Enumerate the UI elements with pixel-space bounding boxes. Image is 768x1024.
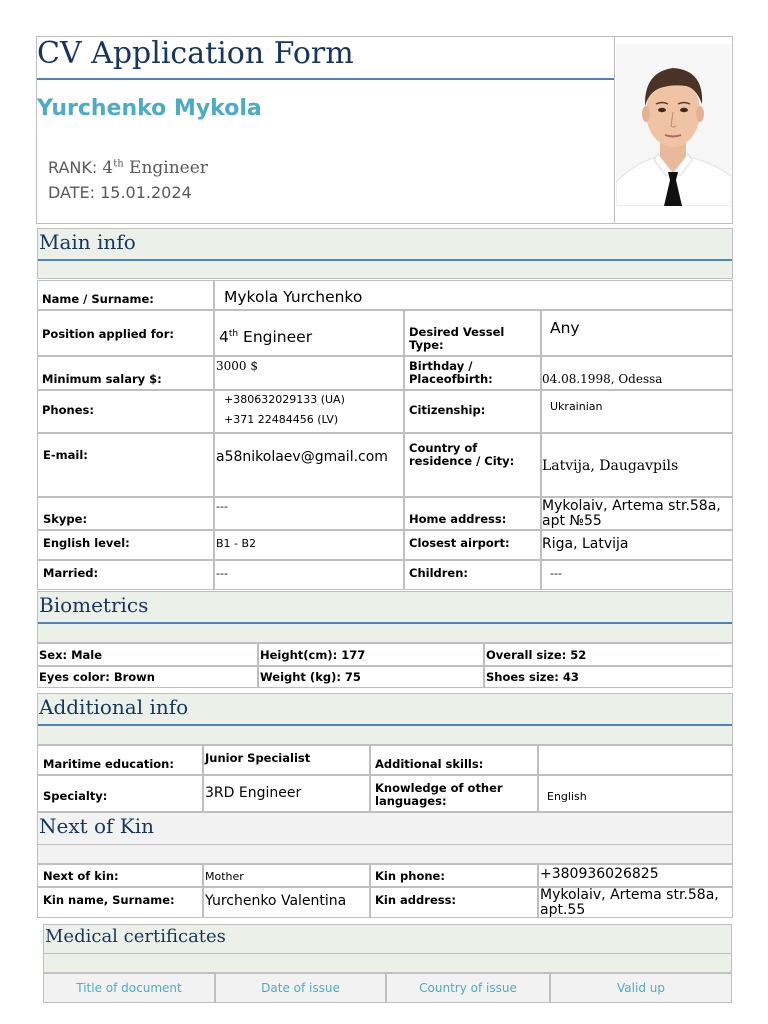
specialty-value: 3RD Engineer	[205, 785, 302, 801]
biometrics-title: Biometrics	[39, 593, 149, 617]
home-value: Mykolaiv, Artema str.58a, apt №55	[542, 498, 721, 529]
kin-address-value: Mykolaiv, Artema str.58a, apt.55	[540, 887, 719, 918]
name-value-cell	[214, 280, 733, 310]
education-label: Maritime education:	[43, 757, 174, 771]
kin-name-value: Yurchenko Valentina	[205, 893, 347, 909]
height-value: Height(cm): 177	[260, 648, 366, 662]
page-title: CV Application Form	[37, 36, 354, 71]
kin-address-value-cell	[538, 887, 733, 918]
airport-label: Closest airport:	[409, 536, 510, 550]
email-label: E-mail:	[43, 448, 88, 462]
height-cell	[258, 643, 484, 666]
birthday-label-cell	[404, 356, 541, 390]
medical-title: Medical certificates	[45, 926, 226, 947]
vessel-label-cell	[404, 310, 541, 356]
skills-label: Additional skills:	[375, 757, 484, 771]
email-value-cell	[214, 433, 404, 497]
married-label-cell	[37, 560, 214, 590]
date-label: DATE:	[48, 183, 96, 202]
languages-value: English	[547, 790, 587, 803]
salary-label-cell	[37, 356, 214, 390]
residence-label: Country of residence / City:	[409, 441, 515, 468]
weight-cell	[258, 666, 484, 688]
children-label-cell	[404, 560, 541, 590]
citizenship-value-cell	[541, 390, 733, 433]
main-info-title: Main info	[39, 230, 136, 254]
date-line	[48, 183, 192, 202]
portrait-image	[616, 44, 731, 206]
shoes-value: Shoes size: 43	[486, 670, 579, 684]
airport-label-cell	[404, 530, 541, 560]
vessel-label: Desired Vessel Type:	[409, 325, 505, 352]
kin-title: Next of Kin	[39, 814, 155, 838]
sex-value: Sex: Male	[39, 648, 103, 662]
english-value: B1 - B2	[216, 537, 257, 550]
kin-label: Next of kin:	[43, 869, 119, 883]
kin-phone-label-cell	[370, 864, 538, 887]
position-value-cell	[214, 310, 404, 356]
languages-label: Knowledge of other languages:	[375, 781, 503, 808]
home-value-cell	[541, 497, 733, 530]
additional-title: Additional info	[39, 695, 189, 719]
phones-value-cell	[214, 390, 404, 433]
children-value-cell	[541, 560, 733, 590]
languages-label-cell	[370, 775, 538, 812]
position-label-cell	[37, 310, 214, 356]
birthday-label: Birthday / Placeofbirth:	[409, 359, 493, 386]
kin-value: Mother	[205, 870, 244, 883]
eyes-cell	[37, 666, 258, 688]
phones-label-cell	[37, 390, 214, 433]
phone-1: +380632029133 (UA)	[224, 393, 345, 406]
home-label-cell	[404, 497, 541, 530]
residence-value-cell	[541, 433, 733, 497]
vessel-value-cell	[541, 310, 733, 356]
specialty-value-cell	[203, 775, 370, 812]
medical-col-country: Country of issue	[386, 973, 550, 1003]
skype-label-cell	[37, 497, 214, 530]
home-label: Home address:	[409, 512, 507, 526]
phone-2: +371 22484456 (LV)	[224, 413, 339, 426]
kin-name-label-cell	[37, 887, 203, 918]
kin-phone-label: Kin phone:	[375, 869, 445, 883]
married-value-cell	[214, 560, 404, 590]
english-label-cell	[37, 530, 214, 560]
name-label: Name / Surname:	[42, 292, 154, 306]
children-value: ---	[550, 567, 562, 580]
skype-value: ---	[216, 500, 228, 513]
applicant-name: Yurchenko Mykola	[37, 96, 262, 121]
education-value: Junior Specialist	[205, 751, 311, 765]
languages-value-cell	[538, 775, 733, 812]
residence-label-cell	[404, 433, 541, 497]
applicant-photo	[616, 44, 731, 206]
additional-rule	[38, 724, 732, 726]
birthday-value-cell	[541, 356, 733, 390]
overall-size-cell	[484, 643, 733, 666]
sex-cell	[37, 643, 258, 666]
kin-address-label-cell	[370, 887, 538, 918]
title-rule	[37, 78, 614, 80]
kin-value-cell	[203, 864, 370, 887]
english-label: English level:	[43, 536, 130, 550]
kin-name-label: Kin name, Surname:	[43, 893, 175, 907]
kin-name-value-cell	[203, 887, 370, 918]
position-label: Position applied for:	[42, 327, 174, 341]
children-label: Children:	[409, 566, 468, 580]
name-value: Mykola Yurchenko	[224, 288, 363, 306]
main-info-rule	[38, 259, 732, 261]
shoes-cell	[484, 666, 733, 688]
phones-label: Phones:	[42, 402, 94, 417]
education-value-cell	[203, 745, 370, 775]
airport-value-cell	[541, 530, 733, 560]
citizenship-label-cell	[404, 390, 541, 433]
airport-value: Riga, Latvija	[542, 535, 629, 552]
skype-value-cell	[214, 497, 404, 530]
english-value-cell	[214, 530, 404, 560]
weight-value: Weight (kg): 75	[260, 670, 361, 684]
vessel-value: Any	[550, 319, 580, 337]
photo-divider	[614, 36, 615, 224]
eyes-value: Eyes color: Brown	[39, 670, 155, 684]
medical-col-title: Title of document	[43, 973, 215, 1003]
email-label-cell	[37, 433, 214, 497]
education-label-cell	[37, 745, 203, 775]
overall-size-value: Overall size: 52	[486, 648, 587, 662]
residence-value: Latvija, Daugavpils	[542, 458, 679, 474]
position-value: 4th Engineer	[219, 328, 313, 347]
kin-rule	[38, 844, 732, 845]
salary-value: 3000 $	[216, 359, 258, 373]
email-value: a58nikolaev@gmail.com	[216, 449, 388, 465]
kin-label-cell	[37, 864, 203, 887]
rank-line	[48, 158, 208, 178]
main-info-header	[37, 228, 733, 279]
kin-phone-value: +380936026825	[540, 866, 659, 882]
biometrics-rule	[38, 622, 732, 624]
rank-label: RANK:	[48, 158, 98, 177]
name-label-cell	[37, 280, 214, 310]
citizenship-label: Citizenship:	[409, 402, 486, 417]
birthday-value: 04.08.1998, Odessa	[542, 372, 663, 386]
salary-label: Minimum salary $:	[42, 372, 162, 386]
specialty-label: Specialty:	[43, 789, 108, 803]
skills-label-cell	[370, 745, 538, 775]
skills-value-cell	[538, 745, 733, 775]
kin-phone-value-cell	[538, 864, 733, 887]
rank-value: 4th Engineer	[102, 158, 208, 178]
specialty-label-cell	[37, 775, 203, 812]
kin-address-label: Kin address:	[375, 893, 457, 907]
married-value: ---	[216, 567, 228, 580]
skype-label: Skype:	[43, 512, 88, 526]
salary-value-cell	[214, 356, 404, 390]
medical-col-date: Date of issue	[215, 973, 386, 1003]
citizenship-value: Ukrainian	[550, 400, 603, 413]
date-value: 15.01.2024	[100, 183, 192, 202]
medical-rule	[44, 953, 731, 954]
medical-col-valid: Valid up	[550, 973, 732, 1003]
married-label: Married:	[43, 566, 99, 580]
